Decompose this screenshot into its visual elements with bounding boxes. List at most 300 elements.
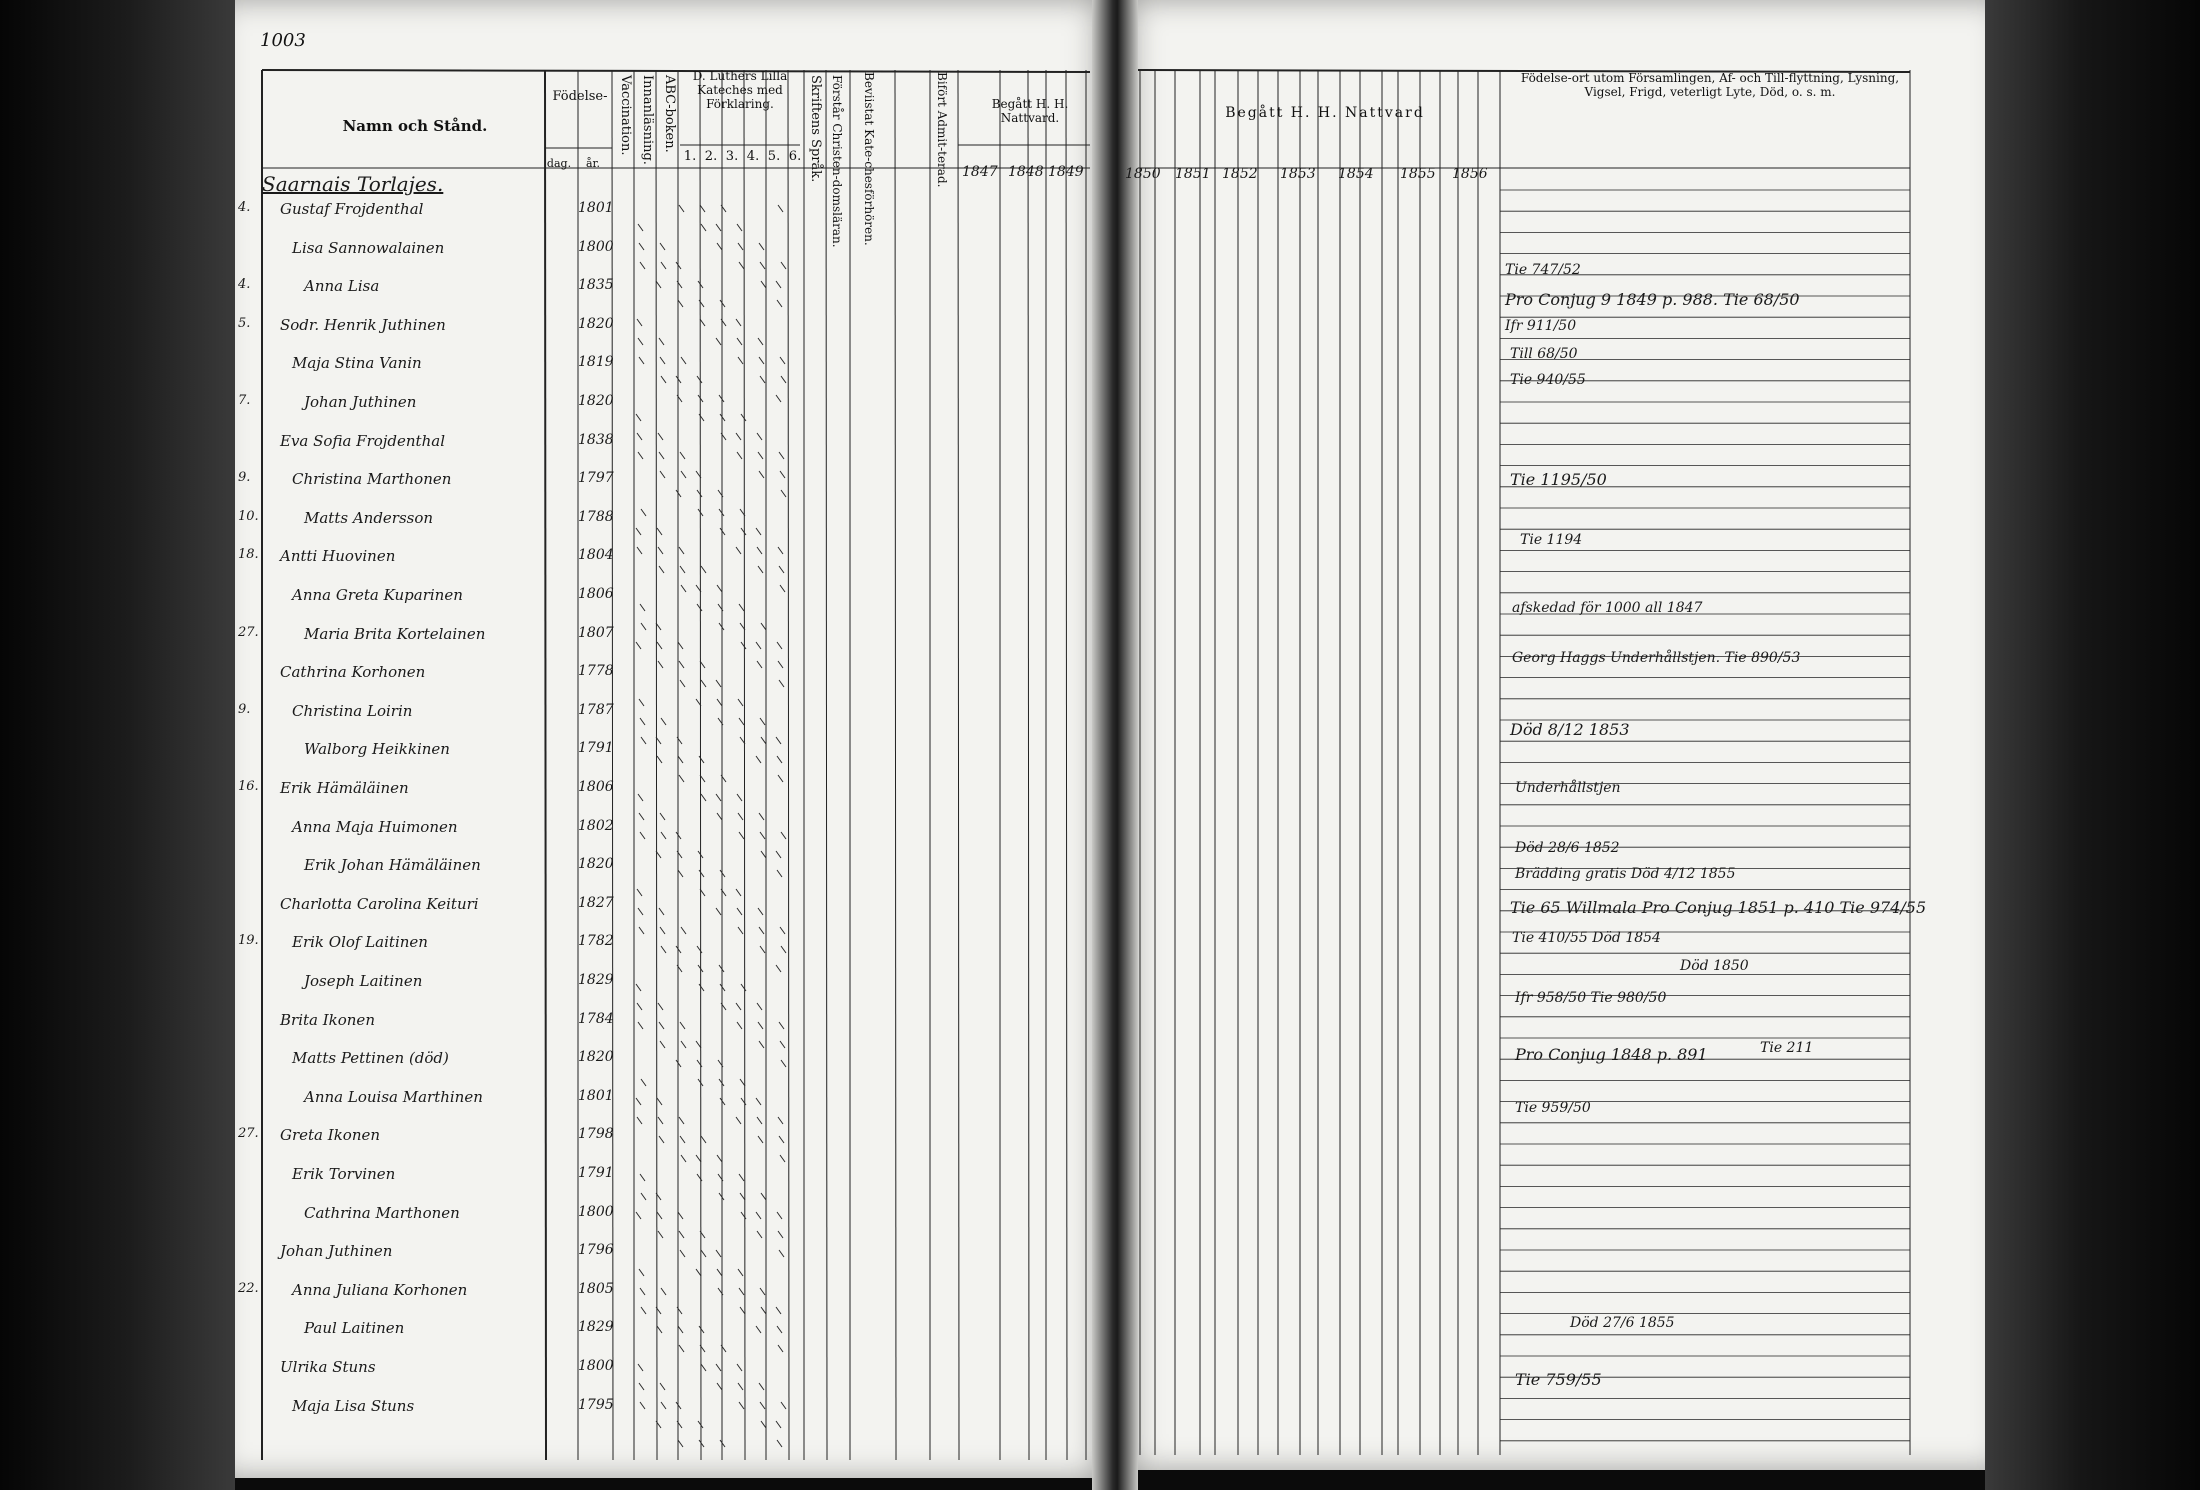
- ruled-line: [680, 1136, 685, 1143]
- entry-number: 16.: [238, 779, 259, 794]
- ruled-line: [717, 1155, 722, 1162]
- ruled-line: [699, 984, 704, 991]
- ruled-line: [716, 908, 721, 915]
- entry-name: Johan Juthinen: [304, 393, 417, 411]
- ruled-line: [639, 699, 644, 706]
- year-label-right: 1853: [1280, 166, 1316, 182]
- ruled-line: [779, 566, 784, 573]
- entry-name: Brita Ikonen: [280, 1010, 375, 1029]
- ruled-line: [636, 414, 641, 421]
- ruled-line: [895, 70, 896, 1460]
- ruled-line: [761, 737, 766, 744]
- ruled-line: [759, 1041, 764, 1048]
- ruled-line: [678, 756, 683, 763]
- header-communion-left: Begått H. H. Nattvard.: [991, 97, 1069, 125]
- ruled-line: [641, 509, 646, 516]
- entry-name: Maja Lisa Stuns: [292, 1396, 415, 1415]
- ruled-line: [659, 566, 664, 573]
- header-exam: Beviistat Kate-chesförhören.: [862, 72, 876, 246]
- ruled-line: [739, 832, 744, 839]
- ruled-line: [738, 927, 743, 934]
- catechism-part-2: 2.: [704, 149, 718, 164]
- ruled-line: [740, 1193, 745, 1200]
- header-year: år.: [585, 157, 601, 170]
- ruled-line: [958, 70, 959, 1460]
- entry-name: Johan Juthinen: [280, 1242, 393, 1261]
- ruled-line: [739, 262, 744, 269]
- ruled-line: [1028, 70, 1029, 1460]
- ruled-line: [697, 376, 702, 383]
- ruled-line: [659, 1022, 664, 1029]
- header-admitted: Bifört Admit-terad.: [935, 72, 949, 188]
- ruled-line: [636, 1098, 641, 1105]
- ruled-line: [717, 813, 722, 820]
- ruled-line: [701, 224, 706, 231]
- ruled-line: [701, 1250, 706, 1257]
- ruled-line: [640, 718, 645, 725]
- ruled-line: [681, 1041, 686, 1048]
- ruled-line: [760, 376, 765, 383]
- ruled-line: [701, 1364, 706, 1371]
- header-day: dag.: [546, 157, 572, 170]
- ruled-line: [761, 623, 766, 630]
- ruled-line: [700, 205, 705, 212]
- ruled-line: [780, 357, 785, 364]
- ruled-line: [758, 1022, 763, 1029]
- village-heading: Saarnais Torlajes.: [262, 172, 444, 196]
- entry-name: Anna Greta Kuparinen: [292, 586, 463, 604]
- ruled-line: [737, 794, 742, 801]
- entry-birth-year: 1806: [578, 586, 614, 602]
- ruled-line: [660, 1041, 665, 1048]
- ruled-line: [779, 1250, 784, 1257]
- ruled-line: [639, 813, 644, 820]
- ruled-line: [637, 1003, 642, 1010]
- ruled-line: [636, 1212, 641, 1219]
- ruled-line: [777, 1440, 782, 1447]
- ruled-line: [756, 1326, 761, 1333]
- ruled-line: [776, 737, 781, 744]
- ruled-line: [759, 927, 764, 934]
- ruled-line: [738, 243, 743, 250]
- ruled-line: [736, 433, 741, 440]
- ruled-line: [638, 452, 643, 459]
- ruled-line: [681, 1155, 686, 1162]
- ruled-line: [660, 243, 665, 250]
- ruled-line: [739, 1288, 744, 1295]
- entry-name: Matts Andersson: [304, 508, 434, 527]
- ruled-line: [777, 300, 782, 307]
- entry-birth-year: 1798: [578, 1126, 614, 1143]
- ruled-line: [759, 243, 764, 250]
- ruled-line: [757, 433, 762, 440]
- ruled-line: [679, 1345, 684, 1352]
- ruled-line: [701, 566, 706, 573]
- ruled-line: [717, 1383, 722, 1390]
- entry-name: Lisa Sannowalainen: [292, 238, 445, 257]
- ruled-line: [680, 1022, 685, 1029]
- header-communion-right: Begått H. H. Nattvard: [1225, 105, 1425, 121]
- entry-name: Christina Marthonen: [292, 470, 452, 489]
- ruled-line: [778, 1117, 783, 1124]
- entry-name: Greta Ikonen: [280, 1126, 381, 1145]
- entry-birth-year: 1800: [578, 1358, 614, 1374]
- entry-name: Maja Stina Vanin: [292, 354, 422, 373]
- year-label-right: 1852: [1222, 166, 1258, 182]
- ruled-line: [736, 1003, 741, 1010]
- entry-number: 9.: [238, 701, 251, 717]
- ruled-line: [738, 1269, 743, 1276]
- ruled-line: [637, 889, 642, 896]
- ruled-line: [757, 1003, 762, 1010]
- ruled-line: [781, 376, 786, 383]
- year-label-left: 1849: [1048, 164, 1084, 180]
- year-label-right: 1851: [1175, 166, 1211, 182]
- ruled-line: [777, 1326, 782, 1333]
- ruled-line: [741, 984, 746, 991]
- ruled-line: [756, 528, 761, 535]
- ruled-line: [681, 357, 686, 364]
- entry-name: Walborg Heikkinen: [304, 740, 450, 759]
- ruled-line: [661, 1288, 666, 1295]
- ruled-line: [700, 319, 705, 326]
- ruled-line: [756, 1098, 761, 1105]
- ruled-line: [659, 908, 664, 915]
- entry-name: Paul Laitinen: [304, 1319, 405, 1338]
- margin-note: Tie 1194: [1520, 532, 1583, 548]
- ruled-line: [657, 1326, 662, 1333]
- ruled-line: [638, 1022, 643, 1029]
- year-label-right: 1855: [1400, 166, 1436, 182]
- ruled-line: [736, 547, 741, 554]
- ruled-line: [658, 1117, 663, 1124]
- entry-birth-year: 1820: [578, 315, 614, 332]
- ruled-line: [777, 642, 782, 649]
- catechism-part-5: 5.: [767, 149, 781, 164]
- ruled-line: [777, 870, 782, 877]
- ruled-line: [757, 1231, 762, 1238]
- ruled-line: [716, 1250, 721, 1257]
- catechism-part-4: 4.: [746, 149, 760, 164]
- entry-name: Joseph Laitinen: [304, 972, 423, 990]
- margin-note: Till 68/50: [1510, 346, 1578, 362]
- year-label-left: 1847: [962, 164, 998, 180]
- ruled-line: [739, 604, 744, 611]
- margin-note: Tie 747/52: [1505, 262, 1581, 278]
- entry-name: Gustaf Frojdenthal: [280, 200, 424, 218]
- entry-name: Erik Torvinen: [292, 1165, 396, 1183]
- header-catechism: D. Luthers Lilla Kateches med Förklaring.: [692, 69, 788, 111]
- margin-note: Tie 211: [1760, 1040, 1814, 1056]
- ruled-line: [759, 357, 764, 364]
- entry-number: 4.: [238, 277, 251, 293]
- margin-note: Död 1850: [1680, 958, 1749, 974]
- ruled-line: [761, 851, 766, 858]
- entry-birth-year: 1788: [578, 508, 614, 525]
- ruled-line: [697, 946, 702, 953]
- ruled-line: [661, 832, 666, 839]
- ruled-line: [679, 547, 684, 554]
- ruled-line: [756, 642, 761, 649]
- ruled-line: [679, 1231, 684, 1238]
- entry-birth-year: 1782: [578, 933, 614, 950]
- ruled-line: [640, 1174, 645, 1181]
- entry-name: Erik Hämäläinen: [280, 779, 409, 797]
- ruled-line: [780, 471, 785, 478]
- ruled-line: [656, 70, 657, 1460]
- ruled-line: [637, 319, 642, 326]
- header-reading: Innanläsning.: [640, 75, 655, 165]
- ruled-line: [781, 262, 786, 269]
- entry-name: Eva Sofia Frojdenthal: [280, 431, 445, 450]
- ruled-line: [781, 490, 786, 497]
- ruled-line: [776, 1421, 781, 1428]
- ruled-line: [739, 1174, 744, 1181]
- ruled-line: [760, 718, 765, 725]
- ruled-line: [760, 832, 765, 839]
- ruled-line: [545, 70, 546, 1460]
- ruled-line: [657, 642, 662, 649]
- ruled-line: [637, 547, 642, 554]
- entry-birth-year: 1835: [578, 277, 614, 294]
- ruled-line: [717, 1269, 722, 1276]
- ruled-line: [738, 357, 743, 364]
- ruled-line: [778, 775, 783, 782]
- entry-number: 27.: [238, 1126, 259, 1142]
- entry-name: Anna Maja Huimonen: [292, 817, 458, 836]
- header-scripture: Skriftens Språk.: [808, 75, 823, 183]
- ruled-line: [741, 642, 746, 649]
- header-name-column: Namn och Stånd.: [342, 117, 488, 135]
- ruled-line: [640, 262, 645, 269]
- entry-name: Maria Brita Kortelainen: [304, 624, 486, 643]
- ruled-line: [759, 813, 764, 820]
- entry-birth-year: 1800: [578, 238, 614, 255]
- margin-note: Tie 65 Willmala Pro Conjug 1851 p. 410 Tie 974/55: [1510, 898, 1927, 917]
- entry-birth-year: 1801: [578, 1087, 614, 1104]
- ruled-line: [716, 1364, 721, 1371]
- header-birthplace: Födelse-ort utom Församlingen, Af- och Till-flyttning, Lysning, Vigsel, Frigd, veterligt Lyte, Död, o. s. m.: [1520, 71, 1900, 99]
- ruled-line: [680, 1250, 685, 1257]
- year-label-right: 1856: [1452, 166, 1488, 182]
- ruled-line: [639, 1383, 644, 1390]
- ruled-line: [776, 965, 781, 972]
- entry-name: Charlotta Carolina Keituri: [280, 894, 479, 913]
- ruled-line: [697, 1060, 702, 1067]
- ruled-line: [778, 1345, 783, 1352]
- margin-note: Brädding gratis Död 4/12 1855: [1515, 866, 1736, 882]
- ruled-line: [681, 585, 686, 592]
- margin-note: Pro Conjug 1848 p. 891: [1515, 1045, 1708, 1064]
- margin-note: Död 8/12 1853: [1510, 720, 1630, 739]
- entry-name: Erik Johan Hämäläinen: [304, 856, 481, 875]
- ruled-line: [779, 1022, 784, 1029]
- entry-birth-year: 1795: [578, 1396, 614, 1413]
- ruled-line: [826, 70, 827, 1460]
- ruled-line: [661, 1402, 666, 1409]
- ruled-line: [636, 528, 641, 535]
- ruled-line: [780, 1155, 785, 1162]
- ruled-line: [658, 1231, 663, 1238]
- entry-number: 10.: [238, 508, 259, 524]
- ruled-line: [736, 889, 741, 896]
- ruled-line: [759, 1383, 764, 1390]
- ruled-line: [678, 1212, 683, 1219]
- ruled-line: [657, 528, 662, 535]
- margin-note: Ifr 911/50: [1505, 318, 1577, 334]
- ruled-line: [781, 1060, 786, 1067]
- entry-birth-year: 1778: [578, 663, 614, 680]
- margin-note: Pro Conjug 9 1849 p. 988. Tie 68/50: [1505, 290, 1800, 309]
- ruled-line: [756, 1212, 761, 1219]
- ruled-line: [641, 1193, 646, 1200]
- ruled-line: [758, 908, 763, 915]
- margin-note: Död 28/6 1852: [1515, 840, 1620, 856]
- entry-name: Anna Lisa: [304, 277, 380, 296]
- ruled-line: [739, 1402, 744, 1409]
- ruled-line: [696, 1269, 701, 1276]
- entry-birth-year: 1829: [578, 1319, 614, 1336]
- ruled-line: [716, 338, 721, 345]
- entry-birth-year: 1838: [578, 431, 614, 448]
- ruled-line: [701, 794, 706, 801]
- ruled-line: [656, 281, 661, 288]
- margin-note: Tie 410/55 Död 1854: [1512, 930, 1661, 946]
- margin-note: Tie 959/50: [1515, 1100, 1591, 1116]
- ruled-line: [1066, 70, 1067, 1460]
- ruled-line: [641, 737, 646, 744]
- entry-birth-year: 1787: [578, 701, 614, 718]
- entry-birth-year: 1819: [578, 354, 614, 371]
- margin-note: Georg Haggs Underhållstjen. Tie 890/53: [1512, 650, 1801, 666]
- ruled-line: [757, 547, 762, 554]
- ruled-line: [659, 338, 664, 345]
- ruled-line: [636, 984, 641, 991]
- ruled-line: [779, 452, 784, 459]
- ruled-line: [760, 262, 765, 269]
- entry-name: Ulrika Stuns: [280, 1358, 376, 1376]
- entry-number: 27.: [238, 624, 259, 640]
- ruled-line: [679, 775, 684, 782]
- entry-birth-year: 1791: [578, 740, 614, 757]
- ruled-line: [696, 1155, 701, 1162]
- entry-number: 4.: [238, 200, 251, 215]
- ruled-line: [699, 1440, 704, 1447]
- ruled-line: [658, 661, 663, 668]
- ruled-line: [658, 1003, 663, 1010]
- ruled-line: [760, 1402, 765, 1409]
- ruled-line: [641, 1079, 646, 1086]
- catechism-part-1: 1.: [683, 149, 697, 164]
- ruled-line: [658, 547, 663, 554]
- entry-name: Christina Loirin: [292, 701, 413, 720]
- entry-birth-year: 1797: [578, 470, 614, 487]
- ruled-line: [659, 452, 664, 459]
- ruled-line: [680, 452, 685, 459]
- ruled-line: [678, 300, 683, 307]
- ruled-line: [737, 224, 742, 231]
- ruled-line: [717, 699, 722, 706]
- margin-note: Tie 940/55: [1510, 372, 1586, 388]
- ruled-line: [638, 908, 643, 915]
- ruled-line: [660, 1383, 665, 1390]
- ruled-line: [681, 927, 686, 934]
- ruled-line: [738, 699, 743, 706]
- header-vaccination: Vaccination.: [618, 75, 633, 156]
- ruled-line: [741, 414, 746, 421]
- ruled-line: [737, 452, 742, 459]
- ruled-line: [678, 642, 683, 649]
- ruled-line: [681, 471, 686, 478]
- ruled-line: [717, 585, 722, 592]
- ruled-line: [716, 794, 721, 801]
- ruled-line: [781, 832, 786, 839]
- ruled-line: [639, 927, 644, 934]
- ruled-line: [757, 1117, 762, 1124]
- ruled-line: [678, 1440, 683, 1447]
- ruled-line: [638, 338, 643, 345]
- margin-note: afskedad för 1000 all 1847: [1512, 600, 1703, 616]
- entry-name: Matts Pettinen (död): [292, 1049, 449, 1068]
- ruled-line: [638, 1364, 643, 1371]
- ruled-line: [758, 338, 763, 345]
- ruled-line: [716, 680, 721, 687]
- ruled-line: [661, 262, 666, 269]
- header-birth: Födelse-: [552, 89, 608, 104]
- entry-birth-year: 1820: [578, 856, 614, 873]
- ruled-line: [641, 623, 646, 630]
- ruled-line: [758, 566, 763, 573]
- ruled-line: [659, 1136, 664, 1143]
- entry-name: Anna Juliana Korhonen: [292, 1280, 468, 1299]
- margin-note: Underhållstjen: [1515, 780, 1621, 796]
- ruled-line: [779, 1136, 784, 1143]
- entry-birth-year: 1805: [578, 1280, 614, 1297]
- ruled-line: [701, 680, 706, 687]
- ruled-line: [680, 680, 685, 687]
- ruled-line: [701, 1136, 706, 1143]
- ruled-line: [744, 70, 745, 1460]
- ruled-line: [660, 357, 665, 364]
- ruled-line: [660, 813, 665, 820]
- ruled-line: [736, 1117, 741, 1124]
- ruled-line: [679, 205, 684, 212]
- ruled-line: [657, 1212, 662, 1219]
- ruled-line: [639, 357, 644, 364]
- ruled-line: [779, 680, 784, 687]
- ruled-line: [637, 1117, 642, 1124]
- ruled-line: [758, 1136, 763, 1143]
- ruled-line: [641, 1307, 646, 1314]
- ruled-line: [738, 1383, 743, 1390]
- ruled-line: [660, 927, 665, 934]
- ruled-line: [697, 490, 702, 497]
- ruled-line: [777, 1212, 782, 1219]
- ruled-line: [699, 756, 704, 763]
- ruled-line: [737, 1364, 742, 1371]
- ruled-line: [639, 243, 644, 250]
- ruled-line: [778, 1231, 783, 1238]
- ruled-line: [638, 224, 643, 231]
- ruled-line: [697, 604, 702, 611]
- entry-birth-year: 1801: [578, 200, 614, 216]
- ruled-line: [780, 585, 785, 592]
- ruled-line: [637, 433, 642, 440]
- entry-number: 22.: [238, 1280, 259, 1296]
- entry-number: 5.: [238, 315, 251, 331]
- ruled-line: [778, 547, 783, 554]
- ruled-line: [761, 1193, 766, 1200]
